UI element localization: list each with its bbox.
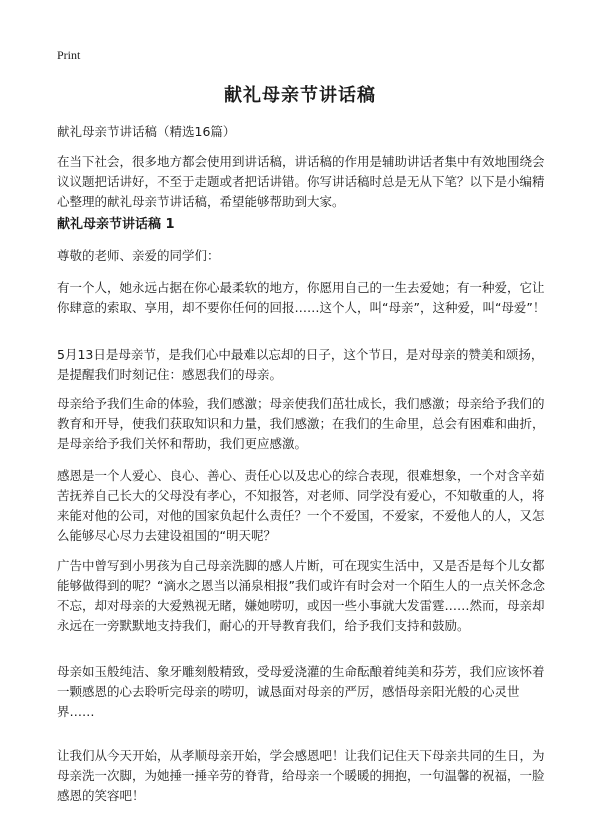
body-paragraph: 母亲如玉般纯洁、象牙雕刻般精致，受母爱浇灌的生命酝酿着纯美和芬芳，我们应该怀着一颗感恩的心去聆听完母亲的唠叨，诚恳面对母亲的严厉，感悟母亲阳光般的心灵世界…… [57,664,545,719]
section-heading: 献礼母亲节讲话稿 1 [57,217,175,232]
document-title: 献礼母亲节讲话稿 [224,85,376,106]
intro-paragraph: 在当下社会，很多地方都会使用到讲话稿，讲话稿的作用是辅助讲话者集中有效地围绕会议议题把话讲好，不至于走题或者把话讲错。你写讲话稿时总是无从下笔？以下是小编精心整理的献礼母亲节讲话稿，希望能够帮助到大家。 [57,154,545,209]
body-paragraph: 5月13日是母亲节，是我们心中最难以忘却的日子，这个节日，是对母亲的赞美和颂扬，是提醒我们时刻记住：感恩我们的母亲。 [57,347,544,382]
greeting: 尊敬的老师、亲爱的同学们： [57,248,220,263]
body-paragraph: 让我们从今天开始，从孝顺母亲开始，学会感恩吧！让我们记住天下母亲共同的生日，为母亲洗一次脚，为她捶一捶辛劳的脊背，给母亲一个暖暖的拥抱，一句温馨的祝福，一脸感恩的笑容吧！ [57,748,545,803]
body-paragraph: 广告中曾写到小男孩为自己母亲洗脚的感人片断，可在现实生活中，又是否是每个儿女都能够做得到的呢？“滴水之恩当以涌泉相报”我们或许有时会对一个陌生人的一点关怀念念不忘，却对母亲的大爱熟视无睹，嫌她唠叨，或因一些小事就大发雷霆……然而，母亲却永远在一旁默默地支持我们，耐心的开导教育我们，给予我们支持和鼓励。 [57,558,545,633]
document-subtitle: 献礼母亲节讲话稿（精选16篇） [57,124,236,139]
print-label[interactable]: Print [57,48,81,62]
body-paragraph: 母亲给予我们生命的体验，我们感激；母亲使我们茁壮成长，我们感激；母亲给予我们的教育和开导，使我们获取知识和力量，我们感激；在我们的生命里，总会有困难和曲折，是母亲给予我们关怀和帮助，我们更应感激。 [57,396,545,451]
body-paragraph: 有一个人，她永远占据在你心最柔软的地方，你愿用自己的一生去爱她；有一种爱，它让你肆意的索取、享用，却不要你任何的回报……这个人，叫“母亲”，这种爱，叫“母爱”！ [57,280,546,315]
body-paragraph: 感恩是一个人爱心、良心、善心、责任心以及忠心的综合表现，很难想象，一个对含辛茹苦抚养自己长大的父母没有孝心，不知报答，对老师、同学没有爱心，不知敬重的人，将来能对他的公司，对他的国家负起什么责任？一个不爱国，不爱家，不爱他人的人，又怎么能够尽心尽力去建设祖国的“明天呢？ [57,468,545,543]
